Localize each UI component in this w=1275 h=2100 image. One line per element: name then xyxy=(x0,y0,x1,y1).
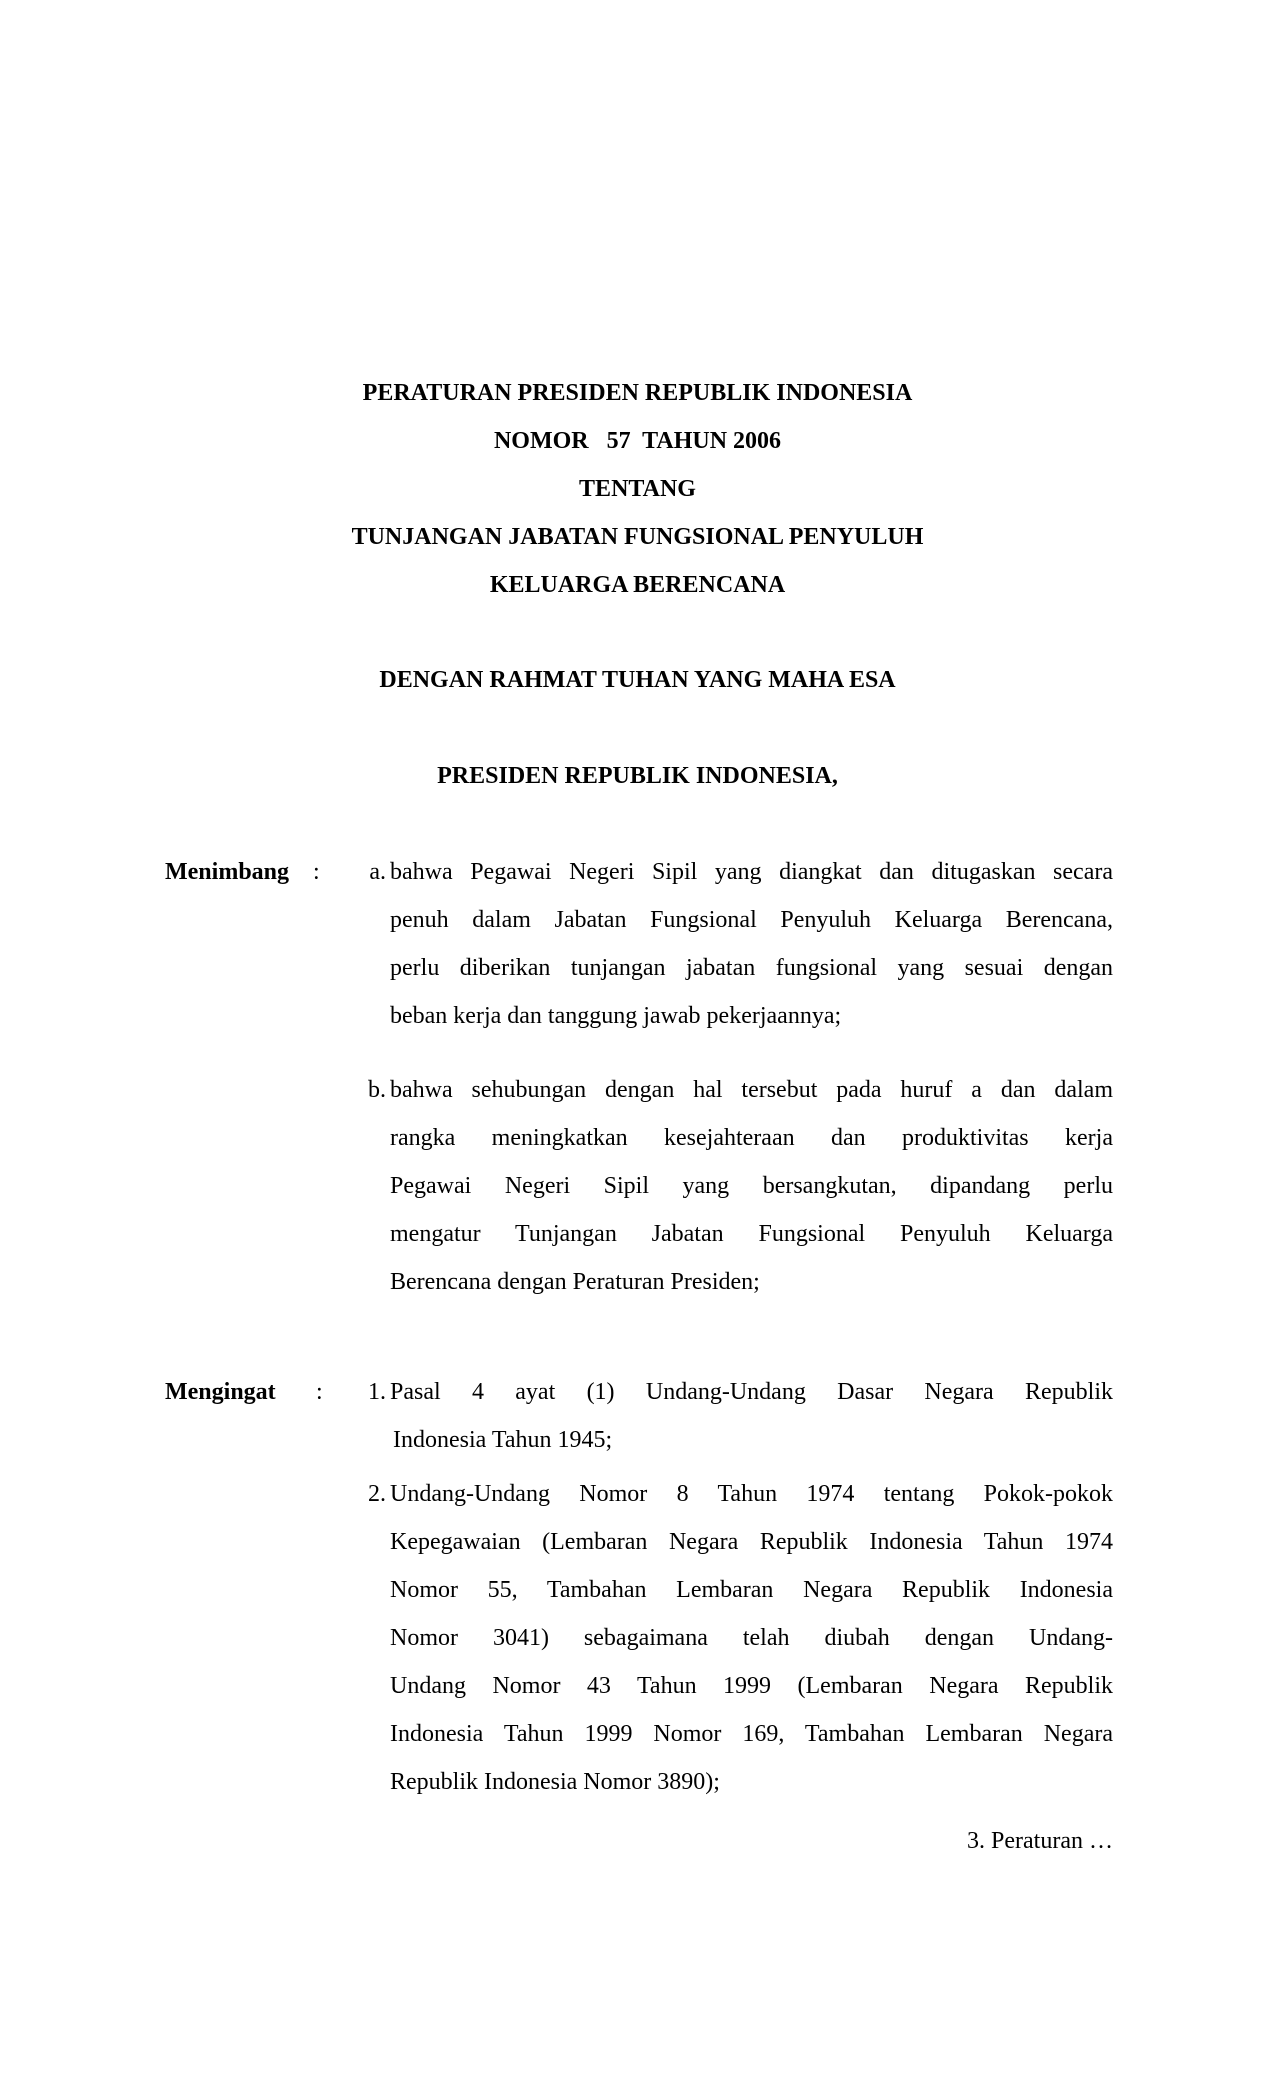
item-marker: 1. xyxy=(368,1379,386,1405)
item-line: Undang-Undang Nomor 8 Tahun 1974 tentang Pokok-pokok xyxy=(390,1481,1113,1507)
item-line: Kepegawaian (Lembaran Negara Republik Indonesia Tahun 1974 xyxy=(390,1529,1113,1555)
invocation: DENGAN RAHMAT TUHAN YANG MAHA ESA xyxy=(379,667,896,693)
item-line: Pegawai Negeri Sipil yang bersangkutan, dipandang perlu xyxy=(390,1173,1113,1199)
item-marker: b. xyxy=(368,1077,386,1103)
mengingat-colon: : xyxy=(316,1379,323,1405)
item-line: penuh dalam Jabatan Fungsional Penyuluh Keluarga Berencana, xyxy=(390,907,1113,933)
item-line: perlu diberikan tunjangan jabatan fungsional yang sesuai dengan xyxy=(390,955,1113,981)
item-line: rangka meningkatkan kesejahteraan dan produktivitas kerja xyxy=(390,1125,1113,1151)
item-line: Berencana dengan Peraturan Presiden; xyxy=(390,1269,760,1295)
title-line: PERATURAN PRESIDEN REPUBLIK INDONESIA xyxy=(362,380,913,406)
item-marker: 2. xyxy=(368,1481,386,1507)
item-line: Nomor 55, Tambahan Lembaran Negara Republik Indonesia xyxy=(390,1577,1113,1603)
item-line: bahwa Pegawai Negeri Sipil yang diangkat dan ditugaskan secara xyxy=(390,859,1113,885)
item-line: Indonesia Tahun 1945; xyxy=(393,1427,613,1453)
item-line: beban kerja dan tanggung jawab pekerjaannya; xyxy=(390,1003,842,1029)
menimbang-label: Menimbang xyxy=(165,859,290,885)
mengingat-label: Mengingat xyxy=(165,1379,276,1405)
item-marker: a. xyxy=(369,859,386,885)
menimbang-colon: : xyxy=(313,859,320,885)
title-line: KELUARGA BERENCANA xyxy=(489,572,786,598)
president-heading: PRESIDEN REPUBLIK INDONESIA, xyxy=(437,763,838,789)
title-number: NOMOR 57 TAHUN 2006 xyxy=(493,428,782,454)
item-line: bahwa sehubungan dengan hal tersebut pada huruf a dan dalam xyxy=(390,1077,1113,1103)
title-line: TUNJANGAN JABATAN FUNGSIONAL PENYULUH xyxy=(351,524,924,550)
title-line: TENTANG xyxy=(579,476,696,502)
item-line: Republik Indonesia Nomor 3890); xyxy=(390,1769,720,1795)
item-line: Nomor 3041) sebagaimana telah diubah dengan Undang- xyxy=(390,1625,1113,1651)
item-line: mengatur Tunjangan Jabatan Fungsional Penyuluh Keluarga xyxy=(390,1221,1113,1247)
item-line: Undang Nomor 43 Tahun 1999 (Lembaran Negara Republik xyxy=(390,1673,1113,1699)
page-continuation: 3. Peraturan … xyxy=(967,1828,1113,1854)
item-line: Indonesia Tahun 1999 Nomor 169, Tambahan Lembaran Negara xyxy=(390,1721,1113,1747)
item-line: Pasal 4 ayat (1) Undang-Undang Dasar Negara Republik xyxy=(390,1379,1113,1405)
